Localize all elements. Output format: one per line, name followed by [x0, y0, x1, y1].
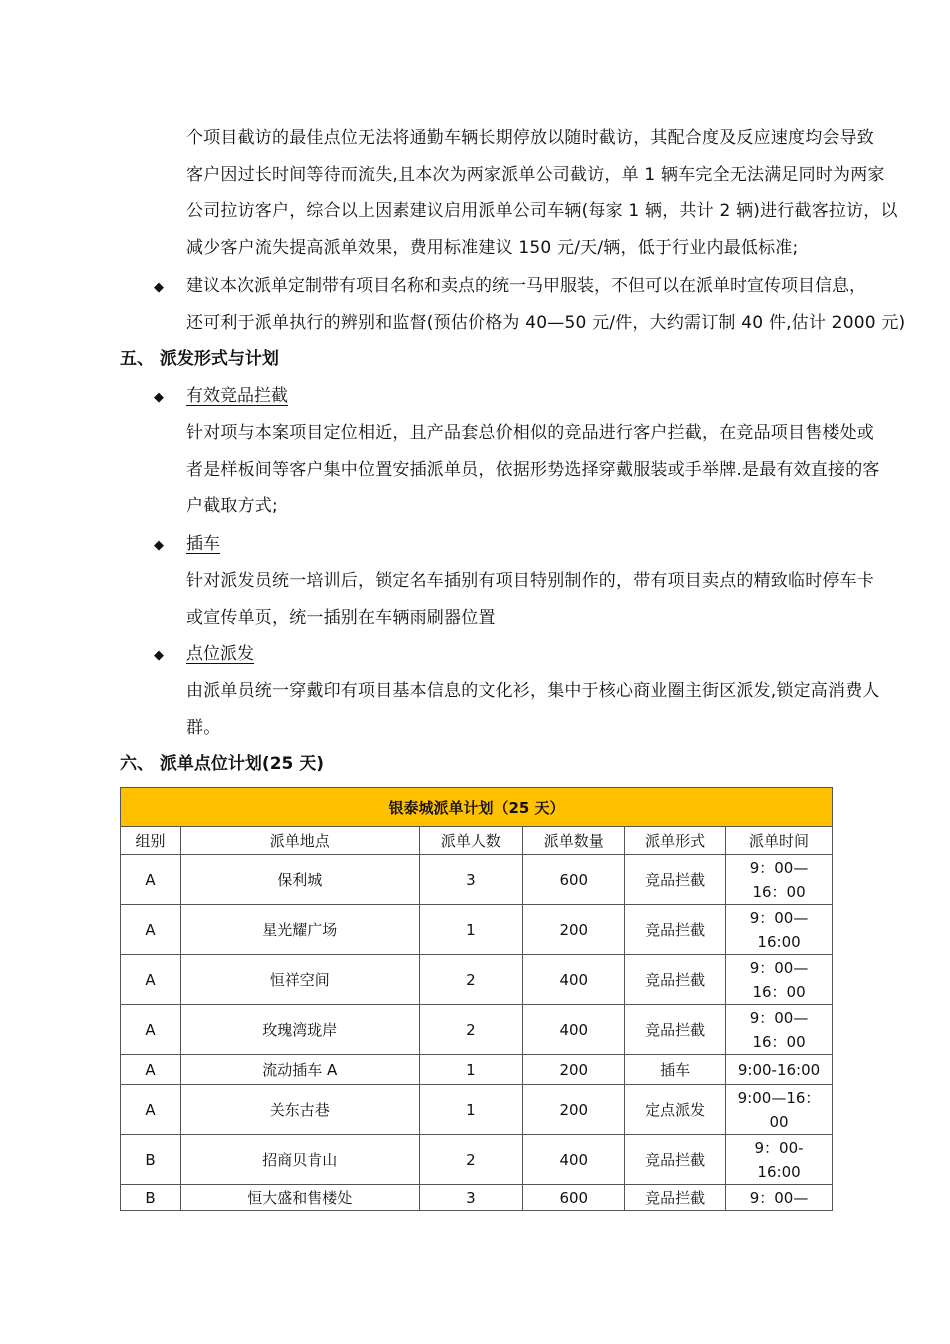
table-title-row: [121, 788, 833, 827]
table-row: [121, 955, 833, 1005]
time-line: 9：00—: [749, 858, 809, 877]
cell-place: 保利城: [180, 855, 419, 905]
table-row: [121, 855, 833, 905]
time-line: 16：00: [752, 982, 806, 1001]
competitor-intercept-text: [186, 415, 906, 525]
cell-group: A: [121, 1055, 181, 1085]
cell-quantity: 400: [523, 1135, 625, 1185]
bullet-label: 有效竞品拦截: [186, 386, 288, 406]
table-row: [121, 1085, 833, 1135]
table-row: [121, 905, 833, 955]
cell-people: 1: [419, 1055, 523, 1085]
cell-quantity: 400: [523, 1005, 625, 1055]
cell-people: 1: [419, 1085, 523, 1135]
cell-form: 竞品拦截: [625, 855, 726, 905]
cell-form: 竞品拦截: [625, 1135, 726, 1185]
time-line: 9:00—16：: [737, 1088, 821, 1107]
text-line: 户截取方式;: [186, 496, 278, 516]
cell-people: 3: [419, 1185, 523, 1211]
diamond-bullet-icon: ◆: [154, 648, 164, 663]
distribution-plan-table: [120, 787, 833, 1211]
cell-place: 玫瑰湾珑岸: [180, 1005, 419, 1055]
time-line: 00: [769, 1112, 789, 1131]
intro-paragraph: [186, 120, 906, 266]
time-line: 16：00: [752, 1032, 806, 1051]
cell-quantity: 400: [523, 955, 625, 1005]
cell-time: [726, 855, 833, 905]
cell-form: 竞品拦截: [625, 955, 726, 1005]
table-row: [121, 1185, 833, 1211]
cell-quantity: 600: [523, 1185, 625, 1211]
cell-time: [726, 905, 833, 955]
text-line: 还可利于派单执行的辨别和监督(预估价格为 40—50 元/件，大约需订制 40 件,估计 2000 元): [186, 313, 906, 333]
column-header: 派单地点: [180, 827, 419, 855]
table-header-row: [121, 827, 833, 855]
cell-place: 流动插车 A: [180, 1055, 419, 1085]
text-line: 客户因过长时间等待而流失,且本次为两家派单公司截访，单 1 辆车完全无法满足同时为两家: [186, 164, 885, 185]
bullet-item-point-distribution: [154, 636, 254, 674]
column-header: 派单形式: [625, 827, 726, 855]
time-line: 9：00—: [749, 1189, 809, 1207]
time-line: 9：00—: [749, 1008, 809, 1027]
section-6-title: 六、 派单点位计划(25 天): [120, 754, 325, 774]
text-line: 针对派发员统一培训后，锁定名车插别有项目特别制作的，带有项目卖点的精致临时停车卡: [186, 571, 874, 591]
cell-group: B: [121, 1185, 181, 1211]
section-5-title: 五、 派发形式与计划: [120, 349, 279, 369]
cell-group: A: [121, 955, 181, 1005]
bullet-item-competitor-intercept: [154, 378, 288, 416]
cell-place: 关东古巷: [180, 1085, 419, 1135]
cell-place: 星光耀广场: [180, 905, 419, 955]
time-line: 9：00—: [749, 908, 809, 927]
cell-time: [726, 1005, 833, 1055]
cell-group: A: [121, 855, 181, 905]
cell-group: B: [121, 1135, 181, 1185]
column-header: 派单人数: [419, 827, 523, 855]
cell-place: 恒大盛和售楼处: [180, 1185, 419, 1211]
diamond-bullet-icon: ◆: [154, 390, 164, 405]
text-line: 由派单员统一穿戴印有项目基本信息的文化衫，集中于核心商业圈主街区派发,锁定高消费人: [186, 681, 880, 701]
cell-people: 1: [419, 905, 523, 955]
column-header: 派单时间: [726, 827, 833, 855]
cell-form: 定点派发: [625, 1085, 726, 1135]
bullet-label: 插车: [186, 534, 220, 554]
table-row: [121, 1005, 833, 1055]
time-line: 9：00—: [749, 958, 809, 977]
cell-place: 招商贝肯山: [180, 1135, 419, 1185]
column-header: 派单数量: [523, 827, 625, 855]
table-row: [121, 1055, 833, 1085]
text-line: 减少客户流失提高派单效果，费用标准建议 150 元/天/辆，低于行业内最低标准;: [186, 237, 799, 258]
cell-time: [726, 1085, 833, 1135]
cell-group: A: [121, 905, 181, 955]
time-line: 16:00: [757, 1162, 801, 1181]
table-title: 银泰城派单计划（25 天）: [121, 788, 833, 827]
cell-form: 竞品拦截: [625, 1005, 726, 1055]
time-line: 16:00: [757, 932, 801, 951]
bullet-uniform: [154, 268, 866, 306]
time-line: 16：00: [752, 882, 806, 901]
bullet-uniform-continuation: [186, 305, 906, 342]
cell-group: A: [121, 1085, 181, 1135]
cell-quantity: 200: [523, 905, 625, 955]
text-line: 群。: [186, 717, 221, 738]
diamond-bullet-icon: ◆: [154, 538, 164, 553]
cell-quantity: 600: [523, 855, 625, 905]
time-line: 9:00-16:00: [737, 1060, 821, 1079]
cell-people: 2: [419, 955, 523, 1005]
bullet-text: 建议本次派单定制带有项目名称和卖点的统一马甲服装，不但可以在派单时宣传项目信息，: [186, 276, 866, 296]
cell-form: 竞品拦截: [625, 905, 726, 955]
car-insert-text: [186, 563, 906, 636]
text-line: 针对项与本案项目定位相近，且产品套总价相似的竞品进行客户拦截，在竞品项目售楼处或: [186, 423, 874, 443]
cell-form: 插车: [625, 1055, 726, 1085]
cell-place: 恒祥空间: [180, 955, 419, 1005]
text-line: 者是样板间等客户集中位置安插派单员，依据形势选择穿戴服装或手举牌.是最有效直接的客: [186, 459, 880, 480]
cell-time: [726, 1135, 833, 1185]
text-line: 或宣传单页，统一插别在车辆雨刷器位置: [186, 607, 496, 628]
text-line: 公司拉访客户，综合以上因素建议启用派单公司车辆(每家 1 辆，共计 2 辆)进行截客拉访，以: [186, 201, 898, 221]
time-line: 9：00-: [754, 1138, 804, 1157]
bullet-label: 点位派发: [186, 644, 254, 664]
diamond-bullet-icon: ◆: [154, 280, 164, 295]
column-header: 组别: [121, 827, 181, 855]
table-row: [121, 1135, 833, 1185]
bullet-item-car-insert: [154, 526, 220, 564]
point-distribution-text: [186, 673, 906, 746]
cell-form: 竞品拦截: [625, 1185, 726, 1211]
cell-time: [726, 1055, 833, 1085]
cell-people: 2: [419, 1135, 523, 1185]
cell-time: [726, 1185, 833, 1211]
cell-group: A: [121, 1005, 181, 1055]
cell-time: [726, 955, 833, 1005]
text-line: 个项目截访的最佳点位无法将通勤车辆长期停放以随时截访，其配合度及反应速度均会导致: [186, 128, 874, 148]
cell-people: 2: [419, 1005, 523, 1055]
cell-people: 3: [419, 855, 523, 905]
cell-quantity: 200: [523, 1085, 625, 1135]
cell-quantity: 200: [523, 1055, 625, 1085]
